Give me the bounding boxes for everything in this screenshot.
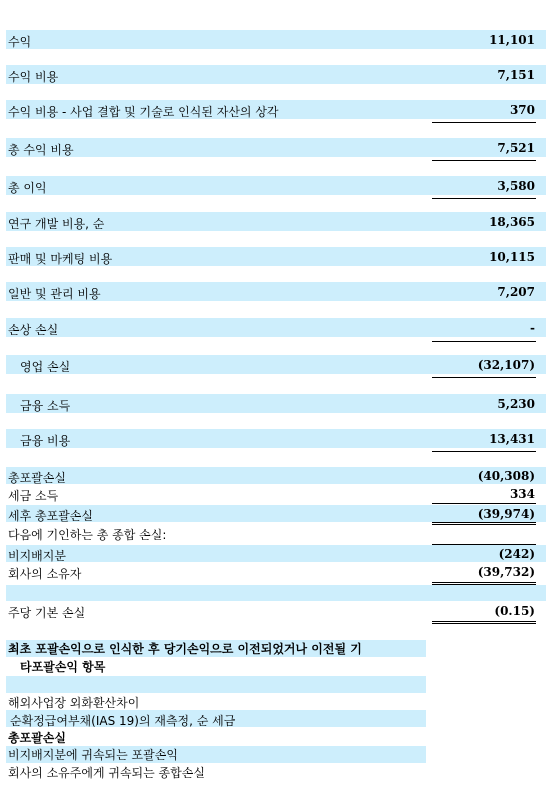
row-band xyxy=(6,176,546,195)
row-band xyxy=(6,138,546,157)
gross-profit-label: 총 이익 xyxy=(8,181,47,195)
impairment-value: - xyxy=(530,321,535,335)
nci-value: (242) xyxy=(498,547,535,561)
total-double-line xyxy=(432,522,536,525)
gross-profit-value: 3,580 xyxy=(497,179,535,193)
finance-income-value: 5,230 xyxy=(497,397,535,411)
rnd-value: 18,365 xyxy=(489,215,535,229)
remeasurement-label: 순확정급여부채(IAS 19)의 재측정, 순 세금 xyxy=(10,714,236,728)
subtotal-line xyxy=(432,198,536,199)
tax-income-label: 세금 소득 xyxy=(8,489,59,503)
operating-loss-value: (32,107) xyxy=(477,358,535,372)
owners-value: (39,732) xyxy=(477,565,535,579)
nci-label: 비지배지분 xyxy=(8,549,66,563)
cost-of-revenue-label: 수익 비용 xyxy=(8,70,59,84)
nci-comprehensive-label: 비지배지분에 귀속되는 포괄손익 xyxy=(8,748,178,762)
section-band xyxy=(6,676,426,693)
subtotal-line xyxy=(432,503,536,504)
eps-label: 주당 기본 손실 xyxy=(8,606,86,620)
ga-label: 일반 및 관리 비용 xyxy=(8,287,101,301)
subtotal-line xyxy=(432,341,536,342)
total-comprehensive-loss-label: 총포괄손실 xyxy=(8,731,66,745)
oci-heading-line2: 타포괄손익 항목 xyxy=(20,660,106,674)
finance-income-label: 금융 소득 xyxy=(20,399,71,413)
impairment-label: 손상 손실 xyxy=(8,323,59,337)
finance-cost-value: 13,431 xyxy=(489,432,535,446)
total-cost-label: 총 수익 비용 xyxy=(8,143,74,157)
owners-label: 회사의 소유자 xyxy=(8,567,82,581)
operating-loss-label: 영업 손실 xyxy=(20,360,71,374)
revenue-value: 11,101 xyxy=(489,33,535,47)
owners-comprehensive-label: 회사의 소유주에게 귀속되는 종합손실 xyxy=(8,766,205,780)
row-band xyxy=(6,318,546,337)
sales-marketing-value: 10,115 xyxy=(489,250,535,264)
row-band xyxy=(6,545,546,562)
cost-of-revenue-value: 7,151 xyxy=(497,68,535,82)
attributable-label: 다음에 기인하는 총 종합 손실: xyxy=(8,528,167,542)
finance-cost-label: 금융 비용 xyxy=(20,434,71,448)
row-band xyxy=(6,65,546,84)
comprehensive-loss-value: (40,308) xyxy=(477,469,535,483)
row-band xyxy=(6,394,546,413)
after-tax-loss-value: (39,974) xyxy=(477,507,535,521)
eps-value: (0.15) xyxy=(494,604,535,618)
revenue-label: 수익 xyxy=(8,35,32,49)
tax-income-value: 334 xyxy=(509,487,535,501)
subtotal-line xyxy=(432,451,536,452)
total-double-line xyxy=(432,621,536,624)
sales-marketing-label: 판매 및 마케팅 비용 xyxy=(8,252,113,266)
amortization-label: 수익 비용 - 사업 결합 및 기술로 인식된 자산의 상각 xyxy=(8,105,279,119)
row-band xyxy=(6,30,546,49)
oci-heading-line1: 최초 포괄손익으로 인식한 후 당기손익으로 이전되었거나 이전될 기 xyxy=(8,642,362,656)
subtotal-line xyxy=(432,377,536,378)
subtotal-line xyxy=(432,160,536,161)
row-band xyxy=(6,467,546,484)
row-band xyxy=(6,585,546,601)
comprehensive-loss-label: 총포괄손실 xyxy=(8,471,66,485)
rnd-label: 연구 개발 비용, 순 xyxy=(8,217,105,231)
row-band xyxy=(6,429,546,448)
total-cost-value: 7,521 xyxy=(497,141,535,155)
fx-translation-label: 해외사업장 외화환산차이 xyxy=(8,696,140,710)
amortization-value: 370 xyxy=(509,103,535,117)
row-band xyxy=(6,355,546,374)
oci-section-heading xyxy=(8,640,418,676)
ga-value: 7,207 xyxy=(497,285,535,299)
after-tax-loss-label: 세후 총포괄손실 xyxy=(8,509,93,523)
subtotal-line xyxy=(432,122,536,123)
